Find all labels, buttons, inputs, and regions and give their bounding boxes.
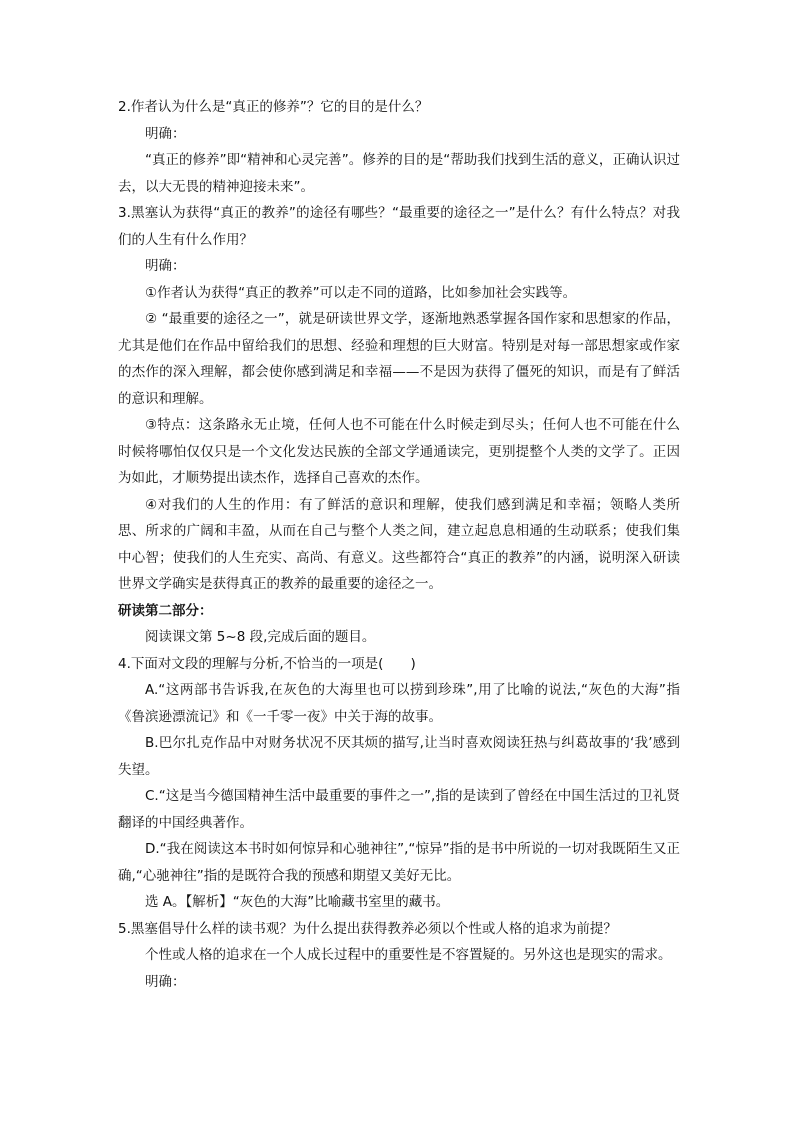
paragraph: D.“我在阅读这本书时如何惊异和心驰神往”,“惊异”指的是书中所说的一切对我既陌生又正确,“心驰神往”指的是既符合我的预感和期望又美好无比。 — [118, 841, 680, 884]
paragraph: 3.黑塞认为获得“真正的教养”的途径有哪些？“最重要的途径之一”是什么？有什么特点？对我们的人生有什么作用？ — [118, 205, 680, 248]
paragraph: B.巴尔扎克作品中对财务状况不厌其烦的描写,让当时喜欢阅读狂热与纠葛故事的‘我’感到失望。 — [118, 735, 680, 778]
paragraph: 2.作者认为什么是“真正的修养”？它的目的是什么？ — [118, 99, 429, 115]
paragraph: 5.黑塞倡导什么样的读书观？为什么提出获得教养必须以个性或人格的追求为前提？ — [118, 920, 617, 937]
paragraph: ② “最重要的途径之一”，就是研读世界文学，逐渐地熟悉掌握各国作家和思想家的作品，尤其是他们在作品中留给我们的思想、经验和理想的巨大财富。特别是对每一部思想家或作家的杰作的深入理解，都会使你感到满足和幸福——不是因为获得了僵死的知识，而是有了鲜活的意识和理解。 — [118, 311, 680, 407]
paragraph: 4.下面对文段的理解与分析,不恰当的一项是( ) — [118, 655, 416, 672]
paragraph: ④对我们的人生的作用：有了鲜活的意识和理解，使我们感到满足和幸福；领略人类所思、所求的广阔和丰盈，从而在自己与整个人类之间，建立起息息相通的生动联系；使我们集中心智；使我们的人生充实、高尚、有意义。这些都符合“真正的教养”的内涵，说明深入研读世界文学确实是获得真正的教养的最重要的途径之一。 — [118, 496, 680, 592]
paragraph: 个性或人格的追求在一个人成长过程中的重要性是不容置疑的。另外这也是现实的需求。 — [145, 947, 672, 963]
paragraph: 选 A。【解析】“灰色的大海”比喻藏书室里的藏书。 — [145, 894, 450, 910]
document-page — [118, 94, 680, 995]
paragraph: 明确： — [145, 125, 186, 142]
paragraph: 阅读课文第 5~8 段,完成后面的题目。 — [145, 629, 376, 645]
paragraph: 明确： — [145, 973, 186, 990]
paragraph: 明确： — [145, 258, 186, 274]
paragraph: A.“这两部书告诉我,在灰色的大海里也可以捞到珍珠”,用了比喻的说法,“灰色的大海”指《鲁滨逊漂流记》和《一千零一夜》中关于海的故事。 — [118, 682, 680, 725]
paragraph: C.“这是当今德国精神生活中最重要的事件之一”,指的是读到了曾经在中国生活过的卫礼贤翻译的中国经典著作。 — [118, 788, 680, 831]
paragraph: ①作者认为获得“真正的教养”可以走不同的道路，比如参加社会实践等。 — [145, 284, 577, 301]
paragraph: “真正的修养”即“精神和心灵完善”。修养的目的是“帮助我们找到生活的意义，正确认识过去，以大无畏的精神迎接未来”。 — [118, 152, 680, 195]
paragraph: ③特点：这条路永无止境，任何人也不可能在什么时候走到尽头；任何人也不可能在什么时候将哪怕仅仅只是一个文化发达民族的全部文学通通读完，更别提整个人类的文学了。正因为如此，才顺势提出读杰作，选择自己喜欢的杰作。 — [118, 417, 680, 486]
section-heading: 研读第二部分： — [118, 602, 213, 619]
